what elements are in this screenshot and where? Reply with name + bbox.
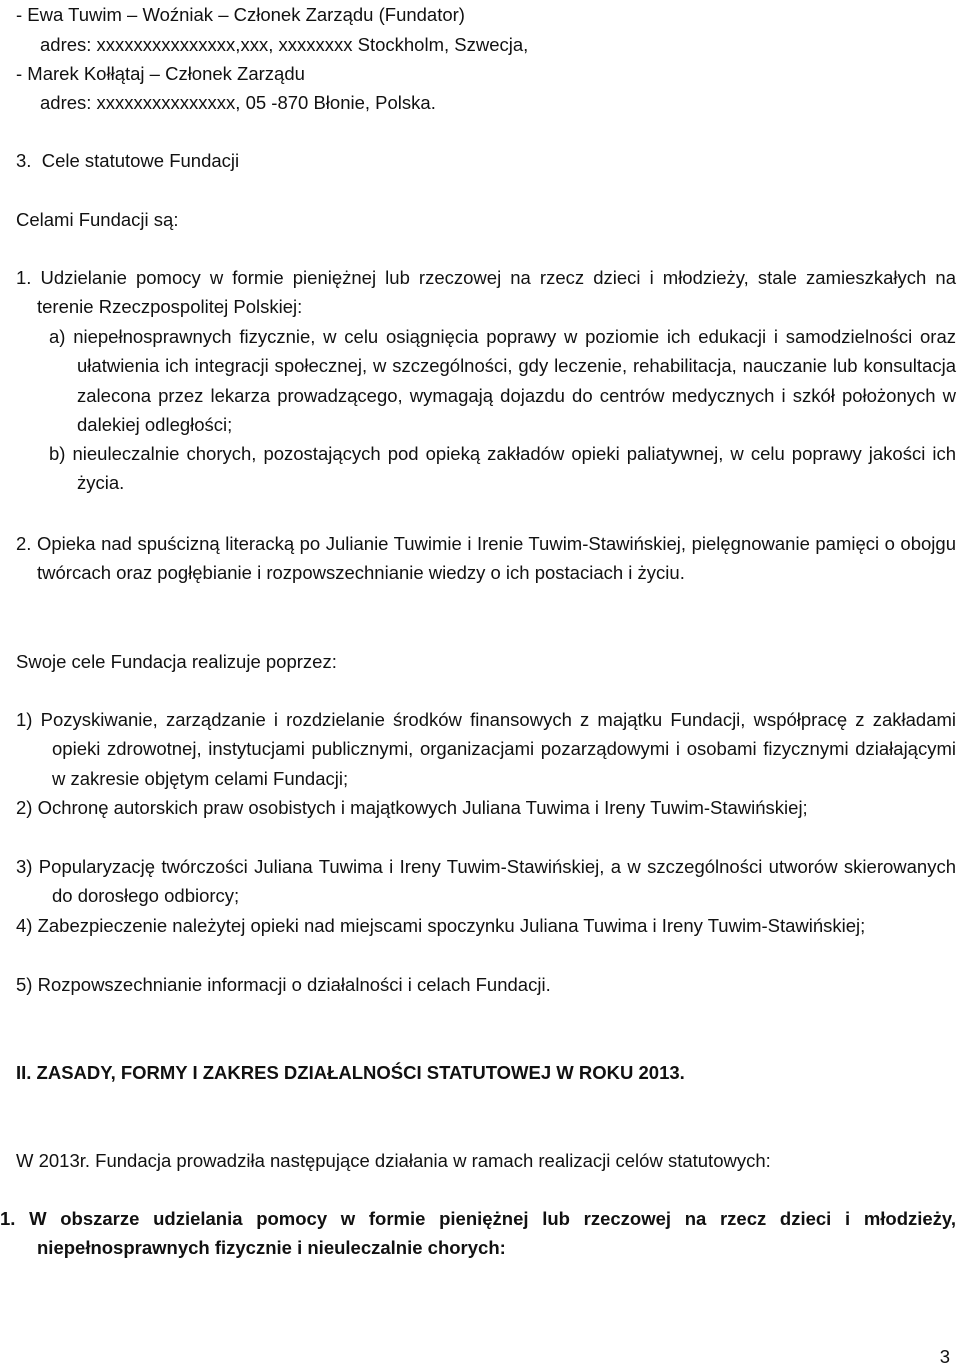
board-member-2-address: adres: xxxxxxxxxxxxxxx, 05 -870 Błonie, Polska. xyxy=(40,92,436,113)
methods-intro: Swoje cele Fundacja realizuje poprzez: xyxy=(16,651,337,672)
method-item-5: 5) Rozpowszechnianie informacji o działalności i celach Fundacji. xyxy=(16,974,551,995)
goal-item-2: 2. Opieka nad spuścizną literacką po Julianie Tuwimie i Irenie Tuwim-Stawińskiej, pielęgnowanie pamięci o obojgu twórcach oraz pogłębianie i rozpowszechnianie wiedzy o ich postaciach i życiu. xyxy=(16,533,956,584)
method-item-2: 2) Ochronę autorskich praw osobistych i majątkowych Juliana Tuwima i Ireny Tuwim-Stawińskiej; xyxy=(16,797,808,818)
method-item-3: 3) Popularyzację twórczości Juliana Tuwima i Ireny Tuwim-Stawińskiej, a w szczególności utworów skierowanych do dorosłego odbiorcy; xyxy=(16,856,956,907)
section-heading-activities: II. ZASADY, FORMY I ZAKRES DZIAŁALNOŚCI STATUTOWEJ W ROKU 2013. xyxy=(16,1062,685,1083)
board-member-1-address: adres: xxxxxxxxxxxxxxx,xxx, xxxxxxxx Stockholm, Szwecja, xyxy=(40,34,529,55)
method-item-1: 1) Pozyskiwanie, zarządzanie i rozdzielanie środków finansowych z majątku Fundacji, współpracę z zakładami opieki zdrowotnej, instytucjami publicznymi, organizacjami pozarządowymi i osobami fizycznymi działającymi w zakresie objętym celami Fundacji; xyxy=(16,709,956,789)
goals-intro: Celami Fundacji są: xyxy=(16,209,179,230)
board-member-2: - Marek Kołłątaj – Członek Zarządu xyxy=(16,63,305,84)
method-item-4: 4) Zabezpieczenie należytej opieki nad miejscami spoczynku Juliana Tuwima i Ireny Tuwim-Stawińskiej; xyxy=(16,915,866,936)
page-number: 3 xyxy=(939,1346,950,1367)
activity-item-1: 1. W obszarze udzielania pomocy w formie pieniężnej lub rzeczowej na rzecz dzieci i młodzieży, niepełnosprawnych fizycznie i nieuleczalnie chorych: xyxy=(0,1208,956,1259)
goal-item-1-a: a) niepełnosprawnych fizycznie, w celu osiągnięcia poprawy w poziomie ich edukacji i samodzielności oraz ułatwienia ich integracji społecznej, w szczególności, gdy leczenie, rehabilitacja, nauczanie lub konsultacja zalecona przez lekarza prowadzącego, wymagają dojazdu do centrów medycznych i szkół położonych w dalekiej odległości; xyxy=(49,326,956,436)
goal-item-1-b: b) nieuleczalnie chorych, pozostających pod opieką zakładów opieki paliatywnej, w celu poprawy jakości ich życia. xyxy=(49,443,956,494)
activities-intro: W 2013r. Fundacja prowadziła następujące działania w ramach realizacji celów statutowych: xyxy=(16,1150,771,1171)
goal-item-1: 1. Udzielanie pomocy w formie pieniężnej lub rzeczowej na rzecz dzieci i młodzieży, stale zamieszkałych na terenie Rzeczpospolitej Polskiej: xyxy=(16,267,956,318)
section-heading-goals: 3. Cele statutowe Fundacji xyxy=(16,150,240,171)
board-member-1: - Ewa Tuwim – Woźniak – Członek Zarządu (Fundator) xyxy=(16,4,465,25)
